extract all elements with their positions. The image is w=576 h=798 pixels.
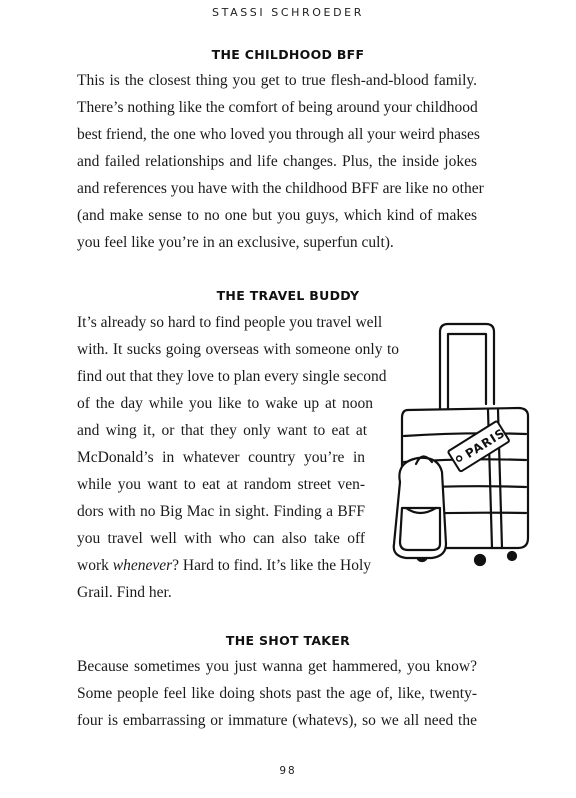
running-head: STASSI SCHROEDER bbox=[212, 6, 364, 19]
text-line: four is embarrassing or immature (whatevs), so we all need the bbox=[77, 712, 477, 729]
text-line: Grail. Find her. bbox=[77, 584, 172, 601]
suitcase-illustration bbox=[388, 312, 540, 582]
text-line: best friend, the one who loved you through all your weird phases bbox=[77, 126, 480, 143]
emphasis-whenever: whenever bbox=[112, 557, 173, 574]
paragraph-shot-taker bbox=[77, 653, 477, 734]
text-line: There’s nothing like the comfort of being around your childhood bbox=[77, 99, 478, 116]
text-line: you feel like you’re in an exclusive, superfun cult). bbox=[77, 234, 394, 251]
section-title-travel-buddy: THE TRAVEL BUDDY bbox=[216, 288, 360, 303]
text-line: and wing it, or that they only want to eat at bbox=[77, 422, 367, 439]
text-line: (and make sense to no one but you guys, which kind of makes bbox=[77, 207, 477, 224]
text-segment: work bbox=[77, 557, 113, 574]
section-title-childhood-bff: THE CHILDHOOD BFF bbox=[211, 47, 365, 62]
text-line: you travel well with who can also take off bbox=[77, 530, 365, 547]
text-line: and references you have with the childhood BFF are like no other bbox=[77, 180, 484, 197]
paragraph-travel-buddy bbox=[77, 309, 399, 606]
text-line: dors with no Big Mac in sight. Finding a BFF bbox=[77, 503, 365, 520]
text-line: Some people feel like doing shots past the age of, like, twenty- bbox=[77, 685, 477, 702]
text-segment: ? Hard to find. It’s like the Holy bbox=[172, 557, 371, 574]
wheel-icon bbox=[475, 555, 485, 565]
text-line: McDonald’s in whatever country you’re in bbox=[77, 449, 365, 466]
text-line: of the day while you like to wake up at noon bbox=[77, 395, 373, 412]
section-title-shot-taker: THE SHOT TAKER bbox=[225, 633, 351, 648]
text-line: It’s already so hard to find people you travel well bbox=[77, 314, 383, 331]
text-line: with. It sucks going overseas with someone only to bbox=[77, 341, 399, 358]
text-line bbox=[77, 552, 371, 579]
text-line: This is the closest thing you get to true flesh-and-blood family. bbox=[77, 72, 477, 89]
page-number: 98 bbox=[279, 765, 297, 777]
paragraph-childhood-bff bbox=[77, 67, 484, 256]
text-line: find out that they love to plan every single second bbox=[77, 368, 387, 385]
text-line: Because sometimes you just wanna get hammered, you know? bbox=[77, 658, 477, 675]
text-line: while you want to eat at random street ven- bbox=[77, 476, 365, 493]
text-line: and failed relationships and life changes. Plus, the inside jokes bbox=[77, 153, 477, 170]
luggage-tag-label: PARIS bbox=[462, 425, 508, 462]
